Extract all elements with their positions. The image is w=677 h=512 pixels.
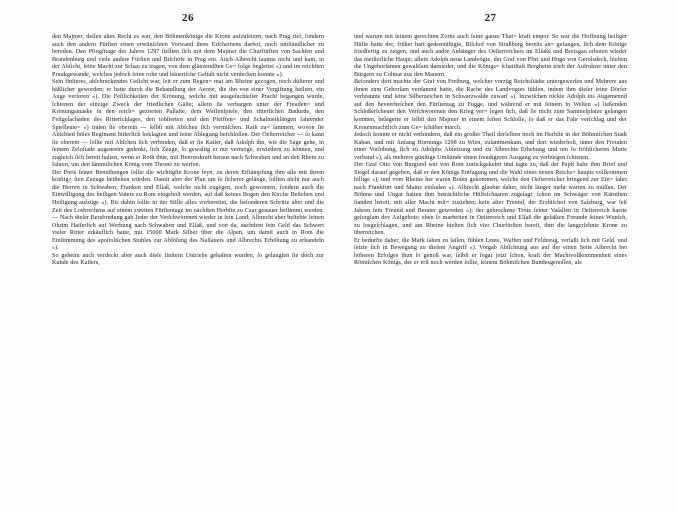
paragraph: So geheim auch verdeckt aber auch dieſe finſtern Untriebe gehalten wurden, ſo gelangten ſie doch zur Kunde des Kaiſers, [52,252,324,267]
paragraph: Jedoch konnte er nicht verhindern, daß ein großer Theil derſelben noch im Herbſte in der Böhmiſchen Stadt Kaban, und mit Anfang Hornungs 1298 zu Wien, zuſammenkam, und dort wiederholt, unter den Freuden einer Vorlobung, ſich zu Adolphs Abſetzung und zu Albrechts Erhebung und um ſo fröhlicheren Mutte verband «), als mehrere günſtige Umſtände einen freudigeren Ausgang zu verbürgen ſchienen. [354,132,627,161]
page-number-right: 27 [484,12,497,24]
paragraph: den Majmer, deſſen altes Recht es war, den Böhmenkönige die Krone aufzuſetzen, nach Prag rief, ſondern auch den andern Fürſten einen erwünſchten Vorwand ihres Erſcheinens darbot, noch umſtändlicher zu bereden. Den Pfingſttage des Jahres 1297 ſtellten ſich mit dem Majmer die Churfürſten von Sachſen und Brandenburg und viele andere Fürſten und Biſchöfe in Prag ein. Auch Albrecht ſaumte nicht und kam, in der Abſicht, ſeine Macht zur Schau zu tragen, von dem glänzendſten Ge= folge begleitet «) und im reichſten Pruukgewande, welches jedoch ſeine rohe und bäueriſche Geſtalt nicht verdecken konnte «). [52,34,324,78]
left-page [0,0,338,512]
paragraph: Er bedurfte daher, die Mark ſahen zu laſſen, fühlen Leute, Waffen und Feldzeug, verlaßt ſich mit Geld, und ſetzte ſich in Bewegung zu dieſem Angriff «). Vorgab Abſichtung aus auf der einen Seite Albrecht bei höheren Erfolges thun ſo genoß war, ſelbſt er ſogar jetzt ſchon, kraft der Machtvollkommenheit eines Römiſchen Königs, der er erſt noch werden ſollte, ſeinem Böhmiſchen Bundesgenoſſen, als [354,237,627,267]
left-page-body [52,34,324,268]
paragraph: Sein finſteres, abſchreckendes Geſicht war, ſeit er zum Regen= mat am Rheine gezogen, noch düſterer und häßlicher geworden; er hatte durch die Behandlung der Aerzte, die ihn von einer Vergiftung heilten, ein Auge verloren «). Die Feſtlichkeiten der Krönung, welche mit ausgeſuchteſter Pracht begangen wurde, ſchienen der einzige Zweck der friedlichen Gäſte; allein ſie verbargen unter der Freuden= und Krönungsmaske in den reich= gezierten Pallaſte, dem Waffenſpiele, den ritterlichen Badurde, den Feſtgelachaden des Ritterſchlages, den tobſierten und den Pfeiffen= und Schalmeiklängen fahrender Spielleute= «) traten ſie oberein — ſelbſt mit Abſcheu ſich vermiſchen. Rath zu= ſammen, wovon ſie Abſchied böſes Regiment bitterlich beklagten und ſeine Ablegung beſchloſſen. Der Oeſterreicher — ſo kann ſie oberein — ſollte mit Abſcheu ſich verbinden, daß er ſie Kaiſer, daß Adolph ihn, wie die Sage gehe, in ſeinem Zeloſiade augenreim gedenkt, ſich Zeuge, ſo gewaltig er nur vermöge, erwiedern zu können, und zugleich ſich bereit halten, wenn er Roth thue, mit Heerreskraft heraus nach Schwaben und an den Rhein zu fahren, um den ſämmtlichen König vom Throne zu werfen. [52,79,324,169]
paragraph: Beſonders dort machte der Graf von Freiburg, welcher vorzüg Reichsſtädte untergewerſen und Mehrere aus ihnen zum Gehorſam verdammt hatte, die Rache des Landvogtes fühlen, indem ihm dieſer ſeine Dörfer verbrannte und ſeine Silberzeichen in Schwarzwalde zuwarf «). Inzwiſchen rückte Adolph ins Augemennd auf den beveerbeſchen den Fürſtentag zu Fugge, und während er mit ſeinem in Weſten «) ließenden Schloßerſcheuer den Verſchworenen den Krieg ver= legen ſich, daß ſie nicht zum Sammelplatze gelangen konnten, belagerte er ſelbſt den Majmer in einem feſten Schloſſe, ſo daß er das Fahr verſchlag und der Kronenmachtlich zum Ge= ſchäfter march. [354,79,627,131]
paragraph: und warum mit ſeinem gerechten Zorns auch ſeine ganze That= kraft empor. So war die Hoffnung heiliger Hülfe hatte der, früher hart gedemüthigte, Biſchof von Straßburg bereits an= gefangen, ſich dem Könige friedfertig zu zeigen, und auch andre Anhänger des Oeſterreichers im Elſaße und Breisgau erboten wieder das meiſterliche Haupt; allein Adolph neue Landvögte, der Graf von Pfirt und Hugo von Gerolsdeck, hielten die Ungehorſamen gewaltſam darnieder, und die Königs= ſchattſtaſt Bergheim trieb der Aufruhrer unter den Bürgern zu Colmar aus den Mauern. [354,34,627,78]
right-page-body [354,34,627,268]
right-page [338,0,677,512]
paragraph: Der Preis ſeiner Bemühungen ſollte die wichtigſte Krone ſeyn, zu deren Erſtämpfung ihm alle mit ihrem kräftig= ſten Zuzuge beiſtehen würden. Damit aber der Plan um ſo ſicherer gelänge, ſollten nicht nur auch die Herren in Schwaben, Franken und Elſaß, welche nicht zugegen, noch gewonnen, ſondern auch die Einwilligung des heiligen Vaters zu Rom eingeholt werden, auf daß keines Bogen den Kirche Beſtehen und Heiligung aufzüge «). Bis dahin ſollte in der Stille alles vorbereitet, die beſonderen Schritte aber und die Zeit des Losbrechens auf einem zweiten Fürſtentage im nächſten Herbſte zu Czar genauer beſtimmt werden. — Nach dieſer Berabredung gab Jeder der Verſchworenen wieder in ſein Land; Albrecht aber beſtebte ſeinen Ohrim Haiſerlich auf Werbung nach Schwaben und Elſaß, und von da, nachdem ſein Geld das Schwert vieler Ritter erkäuflich hatte, mit 15000 Mark Silber über die Alpen, um damit auch in Rom die Einſtimmung des apoſtoliſchen Stuhles zur Ablöſung des Naſſauers und Albrechts Erhöhung zu erhandeln «). [52,169,324,252]
page-number-left: 26 [182,12,194,24]
paragraph: Der Graf Otto von Burgund war von Rom zurückgekehrt und ſagte zu, daß der Papſt habe ihm Brief und Siegel darauf gegeben, daß er den Königs Entfagung und die Wahl eines neuen Reichs= haupts vollkommen billige «), und vom Rheine her waren Boten gekommen, welche den Oeſterreicher bringend zur Ein= fahrt nach Frankfurt und Mainz einluden «). Albrecht glaubte daher, nicht länger mehr warten zu müſſen. Der Böhme und Ungar hatten ihm beträchtliche Hülfsſchaaren zugeſagt; ſchon im Schwäger von Kärnthen ſtanden bereit, mit aller Macht mit= zuziehen; kein alter Freund, der Erzbiſchof von Salzburg, war ſeit Jahren ſein Freund und Berater geworden «); der gebrochene Trotz ſeiner Vaſallen in Oeſterreich harrte geſorgſam dev Aufgebots; eben ſo marbeiten in Oeſterreich und Elſaß die gefaßten Freunde ſeines Wunſch, zu losgeſchlagen, und am Rheine hielten ſich vier Churfürſten bereit, ihm die langerſehnte Krone zu überreichen. [354,162,627,237]
